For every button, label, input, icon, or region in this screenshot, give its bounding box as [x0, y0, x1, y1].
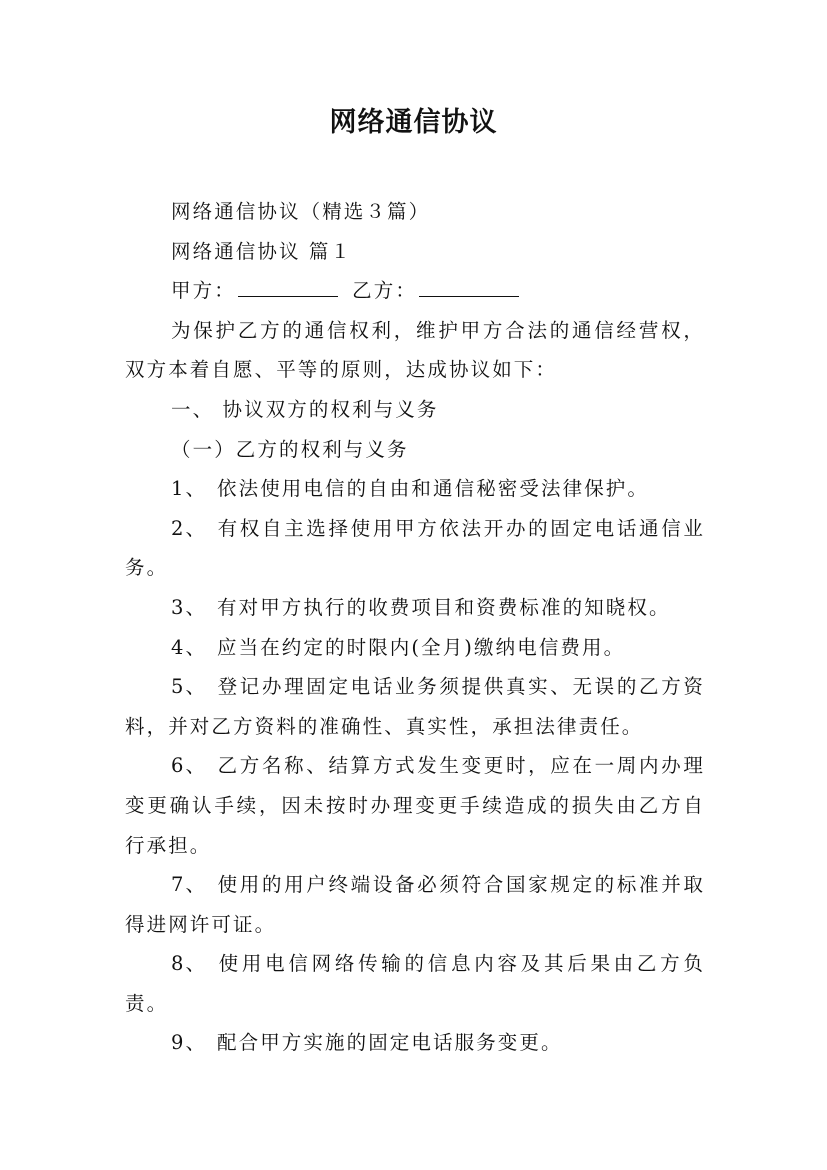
party-b-label: 乙方： — [352, 279, 417, 303]
document-body — [125, 192, 705, 1063]
clause-number: 8、 — [171, 952, 208, 976]
clause-number: 1、 — [171, 477, 208, 501]
clause-number: 6、 — [171, 754, 208, 778]
document-title: 网络通信协议 — [329, 107, 498, 138]
party-a-blank — [238, 278, 338, 297]
clause-item — [125, 746, 705, 865]
clause-number: 3、 — [171, 595, 208, 619]
clause-text: 有对甲方执行的收费项目和资费标准的知晓权。 — [217, 595, 671, 619]
clause-item — [125, 865, 705, 944]
party-b-blank — [419, 278, 519, 297]
clause-text: 使用的用户终端设备必须符合国家规定的标准并取得进网许可证。 — [125, 873, 705, 936]
intro-paragraph: 为保护乙方的通信权利，维护甲方合法的通信经营权，双方本着自愿、平等的原则，达成协议如下： — [125, 318, 705, 382]
clause-text: 使用电信网络传输的信息内容及其后果由乙方负责。 — [125, 952, 705, 1015]
clause-text: 登记办理固定电话业务须提供真实、无误的乙方资料，并对乙方资料的准确性、真实性，承担法律责任。 — [125, 675, 705, 738]
clause-text: 应当在约定的时限内(全月)缴纳电信费用。 — [217, 635, 626, 659]
clause-item — [125, 509, 705, 588]
clause-number: 7、 — [171, 873, 208, 897]
clause-text: 依法使用电信的自由和通信秘密受法律保护。 — [217, 477, 650, 501]
article-heading: 一、 协议双方的权利与义务 — [171, 397, 439, 421]
clause-item — [125, 628, 705, 668]
clause-text: 有权自主选择使用甲方依法开办的固定电话通信业务。 — [125, 516, 705, 580]
clause-number: 5、 — [171, 675, 208, 699]
clause-item — [125, 588, 705, 628]
party-a-label: 甲方： — [171, 279, 236, 303]
clause-text: 配合甲方实施的固定电话服务变更。 — [217, 1031, 563, 1055]
section-heading: 网络通信协议 篇１ — [171, 239, 353, 263]
clause-item — [125, 469, 705, 509]
clause-number: 9、 — [171, 1031, 208, 1055]
clause-number: 2、 — [171, 516, 208, 540]
clause-item — [125, 667, 705, 746]
clause-number: 4、 — [171, 635, 208, 659]
clause-item — [125, 944, 705, 1023]
document-subtitle: 网络通信协议（精选３篇） — [171, 200, 431, 223]
clause-text: 乙方名称、结算方式发生变更时，应在一周内办理变更确认手续，因未按时办理变更手续造成的损失由乙方自行承担。 — [125, 754, 705, 857]
clause-item — [125, 1023, 705, 1063]
sub-heading: （一）乙方的权利与义务 — [171, 437, 409, 461]
parties-line — [125, 271, 705, 311]
